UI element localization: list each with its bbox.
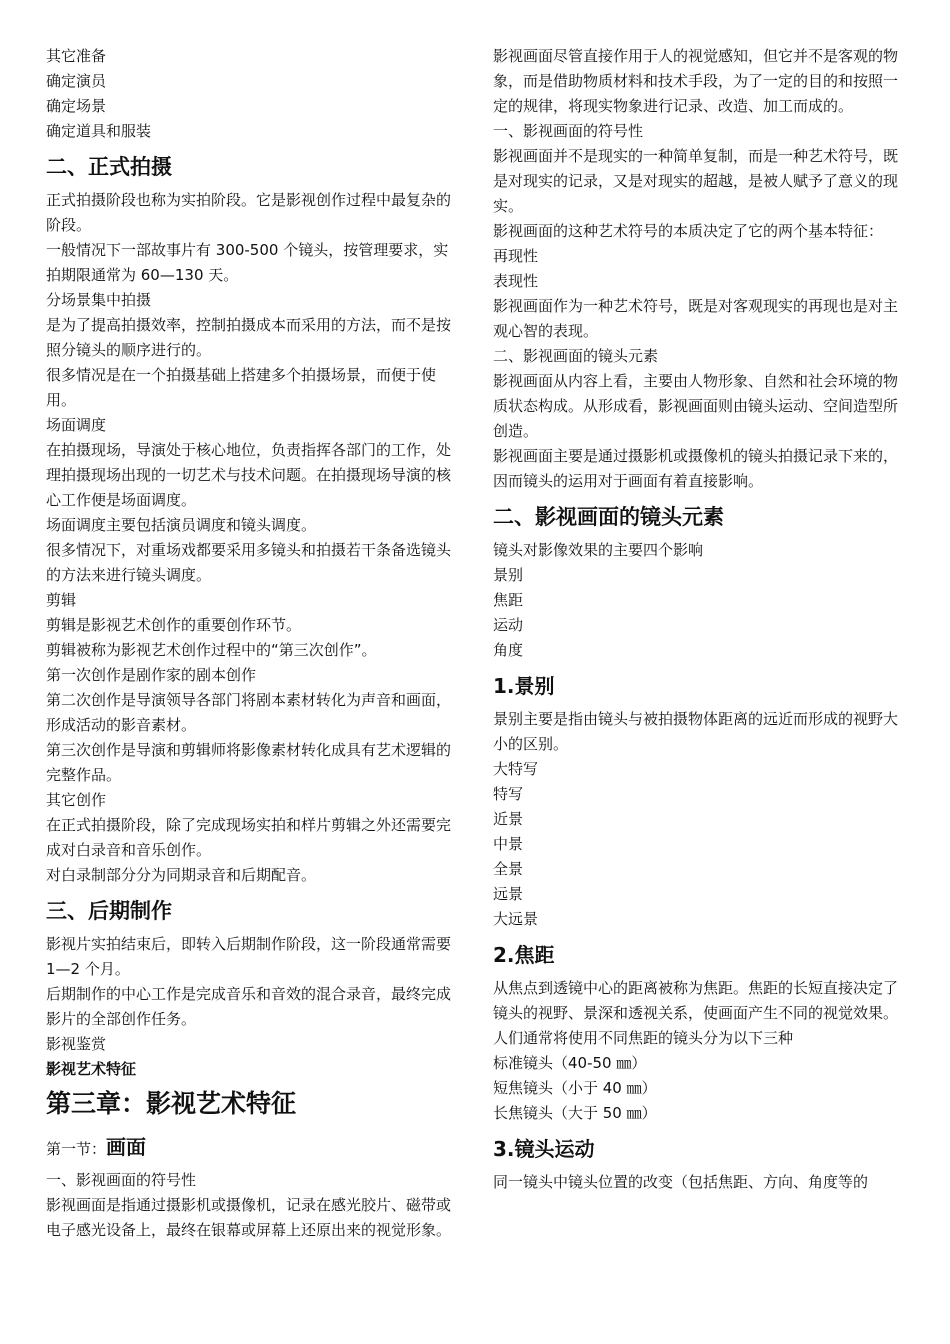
section-prefix: 第一节：	[46, 1140, 107, 1158]
paragraph: 剪辑	[46, 591, 77, 609]
paragraph: 很多情况下，对重场戏都要采用多镜头和拍摄若干条备选镜头的方法来进行镜头调度。	[46, 541, 452, 584]
paragraph: 确定场景	[46, 97, 107, 115]
paragraph: 景别主要是指由镜头与被拍摄物体距离的远近而形成的视野大小的区别。	[493, 710, 899, 753]
paragraph: 在正式拍摄阶段，除了完成现场实拍和样片剪辑之外还需要完成对白录音和音乐创作。	[46, 816, 452, 859]
paragraph: 后期制作的中心工作是完成音乐和音效的混合录音，最终完成影片的全部创作任务。	[46, 985, 452, 1028]
paragraph: 影视画面是指通过摄影机或摄像机，记录在感光胶片、磁带或电子感光设备上，最终在银幕或屏幕上还原出来的视觉形象。	[46, 1196, 452, 1239]
paragraph: 影视画面从内容上看，主要由人物形象、自然和社会环境的物质状态构成。从形成看，影视画面则由镜头运动、空间造型所创造。	[493, 372, 899, 440]
paragraph: 影视画面主要是通过摄影机或摄像机的镜头拍摄记录下来的，因而镜头的运用对于画面有着直接影响。	[493, 447, 899, 490]
paragraph: 二、影视画面的镜头元素	[493, 347, 659, 365]
paragraph: 再现性	[493, 247, 539, 265]
paragraph: 场面调度主要包括演员调度和镜头调度。	[46, 516, 317, 534]
paragraph: 景别	[493, 566, 524, 584]
paragraph: 特写	[493, 785, 524, 803]
paragraph: 确定道具和服装	[46, 122, 152, 140]
paragraph: 剪辑是影视艺术创作的重要创作环节。	[46, 616, 302, 634]
paragraph: 其它准备	[46, 47, 107, 65]
paragraph: 镜头对影像效果的主要四个影响	[493, 541, 704, 559]
paragraph: 影视画面的这种艺术符号的本质决定了它的两个基本特征：	[493, 222, 884, 240]
heading-focal-length: 2.焦距	[493, 943, 555, 967]
paragraph: 影视画面作为一种艺术符号，既是对客观现实的再现也是对主观心智的表现。	[493, 297, 899, 340]
paragraph: 正式拍摄阶段也称为实拍阶段。它是影视创作过程中最复杂的阶段。	[46, 191, 452, 234]
heading-shooting: 二、正式拍摄	[46, 155, 172, 179]
left-column	[46, 44, 462, 1243]
section-title: 画面	[106, 1135, 147, 1159]
paragraph: 近景	[493, 810, 524, 828]
paragraph: 影视鉴赏	[46, 1035, 107, 1053]
paragraph: 是为了提高拍摄效率，控制拍摄成本而采用的方法，而不是按照分镜头的顺序进行的。	[46, 316, 452, 359]
paragraph: 远景	[493, 885, 524, 903]
paragraph: 第二次创作是导演领导各部门将剧本素材转化为声音和画面，形成活动的影音素材。	[46, 691, 452, 734]
paragraph: 人们通常将使用不同焦距的镜头分为以下三种	[493, 1029, 794, 1047]
paragraph: 标准镜头（40-50 ㎜）	[493, 1054, 647, 1072]
paragraph: 影视画面尽管直接作用于人的视觉感知，但它并不是客观的物象，而是借助物质材料和技术手段，为了一定的目的和按照一定的规律，将现实物象进行记录、改造、加工而成的。	[493, 47, 899, 115]
paragraph: 剪辑被称为影视艺术创作过程中的“第三次创作”。	[46, 641, 377, 659]
paragraph: 影视画面并不是现实的一种简单复制，而是一种艺术符号，既是对现实的记录，又是对现实的超越，是被人赋予了意义的现实。	[493, 147, 899, 215]
paragraph: 长焦镜头（大于 50 ㎜）	[493, 1104, 657, 1122]
paragraph: 场面调度	[46, 416, 107, 434]
paragraph: 全景	[493, 860, 524, 878]
paragraph: 大特写	[493, 760, 539, 778]
paragraph: 第一次创作是剧作家的剧本创作	[46, 666, 257, 684]
paragraph: 一般情况下一部故事片有 300-500 个镜头，按管理要求，实拍期限通常为 60—130 天。	[46, 241, 449, 284]
paragraph: 短焦镜头（小于 40 ㎜）	[493, 1079, 657, 1097]
paragraph: 对白录制部分分为同期录音和后期配音。	[46, 866, 317, 884]
paragraph: 运动	[493, 616, 524, 634]
paragraph: 表现性	[493, 272, 539, 290]
paragraph: 分场景集中拍摄	[46, 291, 152, 309]
paragraph: 第三次创作是导演和剪辑师将影像素材转化成具有艺术逻辑的完整作品。	[46, 741, 452, 784]
paragraph: 在拍摄现场，导演处于核心地位，负责指挥各部门的工作，处理拍摄现场出现的一切艺术与技术问题。在拍摄现场导演的核心工作便是场面调度。	[46, 441, 452, 509]
paragraph: 一、影视画面的符号性	[46, 1171, 197, 1189]
paragraph: 确定演员	[46, 72, 107, 90]
chapter-title: 第三章：影视艺术特征	[46, 1089, 297, 1118]
paragraph: 大远景	[493, 910, 539, 928]
paragraph: 焦距	[493, 591, 524, 609]
paragraph: 其它创作	[46, 791, 107, 809]
heading-camera-movement: 3.镜头运动	[493, 1137, 595, 1161]
section-heading	[46, 1132, 462, 1164]
paragraph: 一、影视画面的符号性	[493, 122, 644, 140]
paragraph: 很多情况是在一个拍摄基础上搭建多个拍摄场景，而便于使用。	[46, 366, 437, 409]
heading-lens-elements: 二、影视画面的镜头元素	[493, 505, 724, 529]
paragraph: 从焦点到透镜中心的距离被称为焦距。焦距的长短直接决定了镜头的视野、景深和透视关系，使画面产生不同的视觉效果。	[493, 979, 899, 1022]
heading-post-production: 三、后期制作	[46, 899, 172, 923]
heading-shot-size: 1.景别	[493, 674, 555, 698]
bold-subtitle: 影视艺术特征	[46, 1060, 137, 1078]
right-column	[493, 44, 909, 1195]
paragraph: 影视片实拍结束后，即转入后期制作阶段，这一阶段通常需要 1—2 个月。	[46, 935, 452, 978]
paragraph: 中景	[493, 835, 524, 853]
paragraph: 同一镜头中镜头位置的改变（包括焦距、方向、角度等的	[493, 1173, 869, 1191]
paragraph: 角度	[493, 641, 524, 659]
